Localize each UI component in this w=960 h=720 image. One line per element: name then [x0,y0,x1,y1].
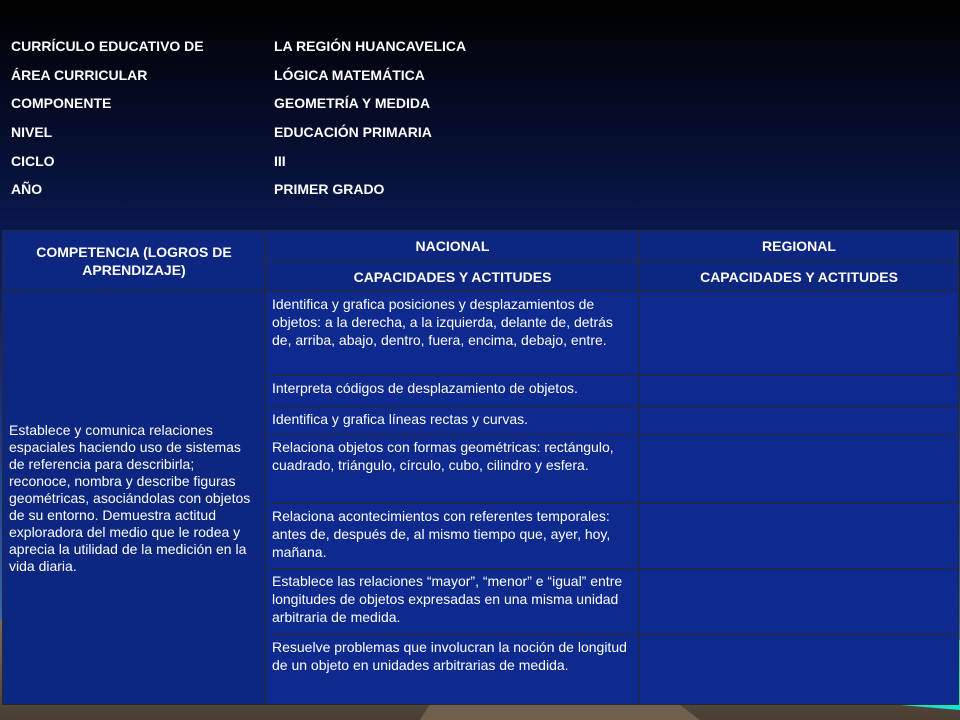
info-key: NIVEL [11,124,53,140]
capacidad-cell: Establece las relaciones “mayor”, “menor” e “igual” entre longitudes de objetos expresadas en una misma unidad arbitraria de medida. [266,569,640,635]
regional-cell [640,376,959,407]
regional-cell [640,435,959,504]
regional-cell [640,407,959,435]
capacidad-cell: Relaciona acontecimientos con referentes temporales: antes de, después de, al mismo tiempo que, ayer, hoy, mañana. [266,504,640,569]
info-value: GEOMETRÍA Y MEDIDA [274,95,431,111]
regional-cell [640,635,959,705]
competency-table [2,230,959,705]
capacidad-cell: Interpreta códigos de desplazamiento de objetos. [266,376,640,407]
nacional-capacidades-header: CAPACIDADES Y ACTITUDES [266,262,640,292]
regional-cell [640,292,959,376]
capacidad-cell: Relaciona objetos con formas geométricas: rectángulo, cuadrado, triángulo, círculo, cubo, cilindro y esfera. [266,435,640,504]
info-value: III [274,153,286,169]
info-value: PRIMER GRADO [274,181,385,197]
info-row [0,124,960,144]
competencia-text: Establece y comunica relaciones espaciales haciendo uso de sistemas de referencia para describirla; reconoce, nombra y describe figuras geométricas, asociándolas con objetos de su entorno. Demuestra actitud exploradora del medio que le rodea y aprecia la utilidad de la medición en la vida diaria. [3,292,266,705]
info-row [0,95,960,115]
regional-cell [640,569,959,635]
capacidad-cell: Identifica y grafica líneas rectas y curvas. [266,407,640,435]
info-row [0,181,960,201]
regional-header: REGIONAL [640,231,959,262]
info-key: COMPONENTE [11,95,112,111]
info-key: CURRÍCULO EDUCATIVO DE [11,38,204,54]
regional-capacidades-header: CAPACIDADES Y ACTITUDES [640,262,959,292]
nacional-header: NACIONAL [266,231,640,262]
competencia-header: COMPETENCIA (LOGROS DE APRENDIZAJE) [3,231,266,292]
capacidad-cell: Resuelve problemas que involucran la noción de longitud de un objeto en unidades arbitrarias de medida. [266,635,640,705]
info-value: LÓGICA MATEMÁTICA [274,67,425,83]
info-row [0,67,960,87]
capacidad-cell: Identifica y grafica posiciones y desplazamientos de objetos: a la derecha, a la izquierda, delante de, detrás de, arriba, abajo, dentro, fuera, encima, debajo, entre. [266,292,640,376]
info-row [0,153,960,173]
info-row [0,38,960,58]
info-value: EDUCACIÓN PRIMARIA [274,124,432,140]
info-value: LA REGIÓN HUANCAVELICA [274,38,467,54]
regional-cell [640,504,959,569]
info-key: ÁREA CURRICULAR [11,67,148,83]
table-row [3,292,959,376]
info-key: CICLO [11,153,55,169]
table-header-row [3,231,959,262]
info-key: AÑO [11,181,43,197]
